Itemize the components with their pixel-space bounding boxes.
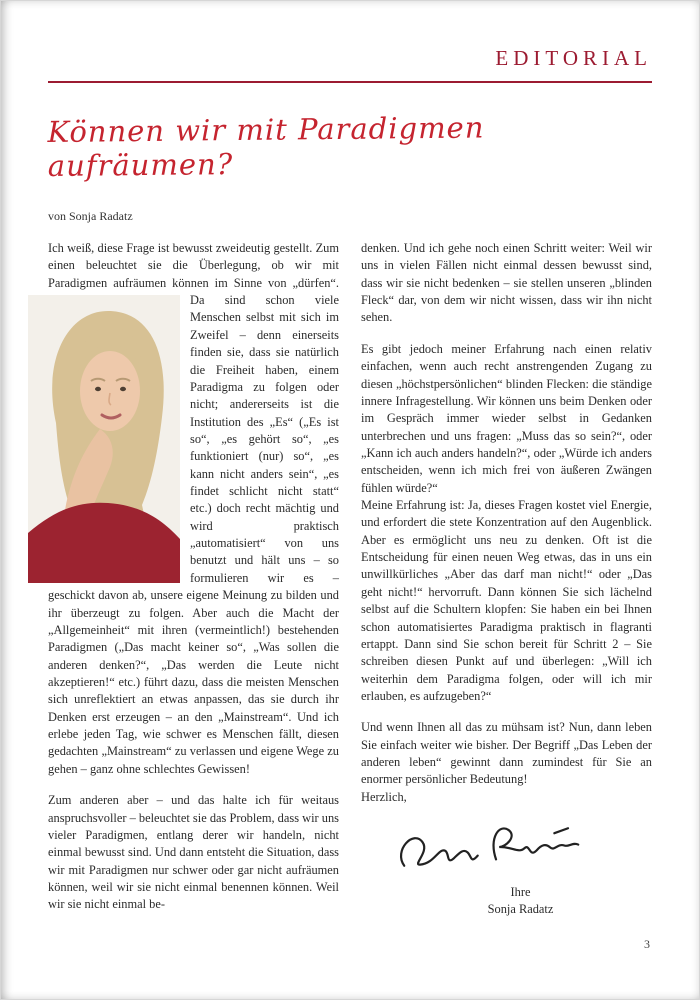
- portrait-photo-image: [28, 295, 180, 583]
- signature-caption-line1: Ihre: [510, 884, 531, 899]
- right-column: [361, 240, 652, 919]
- signature: [389, 814, 652, 919]
- page-title: Können wir mit Paradigmen aufräumen?: [47, 110, 485, 183]
- signature-caption-line2: Sonja Radatz: [487, 902, 554, 917]
- right-paragraph-1: denken. Und ich gehe noch einen Schritt weiter: Weil wir uns in vielen Fällen nicht einmal dessen bewusst sind, dass wir sie nicht bedenken – sie stellen unseren „blinden Fleck“ dar, von dem wir nicht wissen, dass wir ihn nicht sehen.: [361, 241, 652, 325]
- byline: von Sonja Radatz: [48, 209, 133, 223]
- section-label: EDITORIAL: [495, 46, 652, 70]
- page-number: 3: [644, 937, 650, 951]
- left-paragraph-1: [48, 240, 339, 778]
- left-paragraph-2: Zum anderen aber – und das halte ich für weitaus anspruchsvoller – beleuchtet sie das Problem, dass wir uns vieler Paradigmen, entlang derer wir handeln, nicht einmal bewusst sind. Und dann entsteht die Situation, dass wir mit Paradigmen nur schwer oder gar nicht aufräumen können, weil wir sie nicht einmal benennen können. Weil wir sie nicht einmal be-: [48, 793, 339, 912]
- page-header: [48, 46, 652, 71]
- paragraph-text: Ich weiß, diese Frage ist bewusst zweideutig gestellt. Zum einen beleuchtet sie die Überlegung, ob wir mit Paradigmen aufräumen können im Sinne von „dürfen“. Da sind schon: [48, 241, 339, 308]
- right-paragraph-4: Und wenn Ihnen all das zu mühsam ist? Nun, dann leben Sie einfach weiter wie bisher. Der Begriff „Das Leben der anderen leben“ gewinnt dann zumindest für Sie an enormer persönlicher Bedeutung!: [361, 720, 652, 787]
- paragraph-text: viele Menschen selbst mit sich im Zweifel – denn einerseits finden sie, dass sie natürlich die Freiheit haben, einem Paradigma zu folgen oder nicht; andererseits ist die Institution des „Es“ („Es ist so“, „es gehört so“, „es funktioniert (nur) so“, „es kann nicht anders sein“, „es findet schlicht nicht statt“ etc.) doch recht mächtig und wird praktisch „automatisiert“ von uns benutzt und hält uns – so formulieren wir es – geschickt davon ab, unsere eigene Meinung zu bilden und ihr überzeugt zu folgen. Aber auch die Macht der „Allgemeinheit“ mit ihren (vermeintlich!) bestehenden Paradigmen („Das macht keiner so“, „Was sollen die anderen denken?“, „Das werden die Leute nicht akzeptieren!“ etc.) führt dazu, dass die meisten Menschen sich unreflektiert an etwas anpassen, das sie durch ihr Denken erst erzeugen – an den „Mainstream“. Und ich erlebe jeden Tag, wie schwer es Menschen fällt, diesen gedachten „Mainstream“ zu verlassen und eigene Wege zu gehen – ganz ohne schlechtes Gewissen!: [48, 293, 339, 776]
- header-divider: [48, 81, 652, 83]
- signature-image: [389, 814, 584, 876]
- right-paragraph-2: Es gibt jedoch meiner Erfahrung nach einen relativ einfachen, wenn auch recht anstrengenden Zugang zu diesen „höchstpersönlichen“ blinden Flecken: die ständige innere Infragestellung. Wir können uns beim Denken oder im Gespräch immer wieder selbst in Gedanken unterbrechen und uns fragen: „Muss das so sein?“, oder „Kann ich auch anders handeln?“, oder „Würde ich anders entscheiden, wenn ich mich frei von äußeren Zwängen fühlen würde?“: [361, 341, 652, 495]
- left-column: [48, 240, 339, 919]
- signature-caption: [389, 884, 652, 920]
- portrait-photo: [28, 295, 180, 583]
- article-body: [48, 240, 652, 919]
- closing-salutation: Herzlich,: [361, 789, 407, 804]
- right-paragraph-3: Meine Erfahrung ist: Ja, dieses Fragen kostet viel Energie, und erfordert die stete Konzentration auf den Augenblick. Aber es ermöglicht uns neu zu denken. Oft ist die Entscheidung für einen neuen Weg etwas, das in uns ein unwillkürliches „Aber das darf man nicht!“ oder „Das geht nicht!“ hervorruft. Dann können Sie sich lächelnd selbst auf die Schultern klopfen: Sie haben ein bei Ihnen schon automatisiertes Paradigma praktisch in flagranti ertappt. Dann sind Sie schon bereit für Schritt 2 – Sie schreiben diesen Punkt auf und überlegen: „Will ich weiterhin dem Paradigma folgen, oder will ich mir erlauben, es aufzugeben?“: [361, 498, 652, 703]
